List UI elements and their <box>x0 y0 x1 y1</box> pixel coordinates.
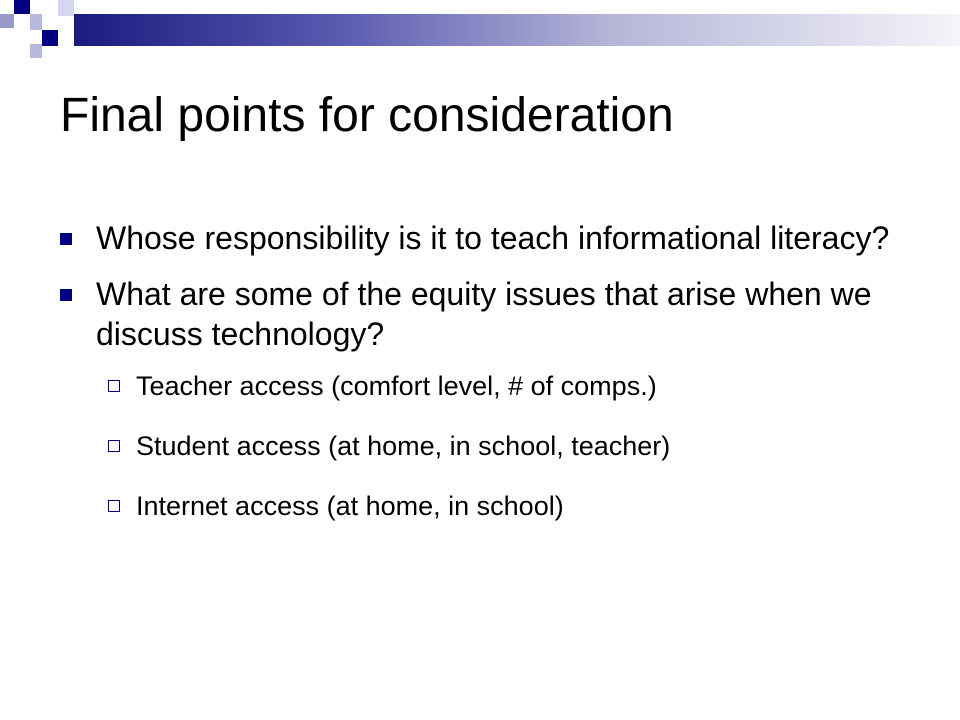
filled-square-icon <box>60 233 72 245</box>
filled-square-icon <box>60 289 72 301</box>
decorative-square <box>58 0 74 16</box>
decorative-square <box>42 30 58 46</box>
sub-bullet-text: Teacher access (comfort level, # of comps.) <box>136 371 657 401</box>
sub-bullet-text: Internet access (at home, in school) <box>136 491 564 521</box>
decorative-square <box>14 0 30 14</box>
hollow-square-icon <box>108 440 120 452</box>
hollow-square-icon <box>108 500 120 512</box>
slide-title: Final points for consideration <box>60 89 674 142</box>
sub-bullet-text: Student access (at home, in school, teacher) <box>136 431 671 461</box>
decorative-square <box>0 14 14 28</box>
bullet-text: What are some of the equity issues that arise when we discuss technology? <box>96 276 872 352</box>
sub-bullet-item <box>60 430 920 462</box>
bullet-item <box>60 218 920 258</box>
sub-bullet-item <box>60 490 920 522</box>
decorative-square <box>30 44 42 58</box>
header-gradient-band <box>74 14 960 46</box>
bullet-text: Whose responsibility is it to teach informational literacy? <box>96 220 890 256</box>
bullet-list <box>60 218 920 550</box>
sub-bullet-item <box>60 370 920 402</box>
bullet-item <box>60 274 920 354</box>
decorative-square <box>30 14 42 30</box>
hollow-square-icon <box>108 380 120 392</box>
